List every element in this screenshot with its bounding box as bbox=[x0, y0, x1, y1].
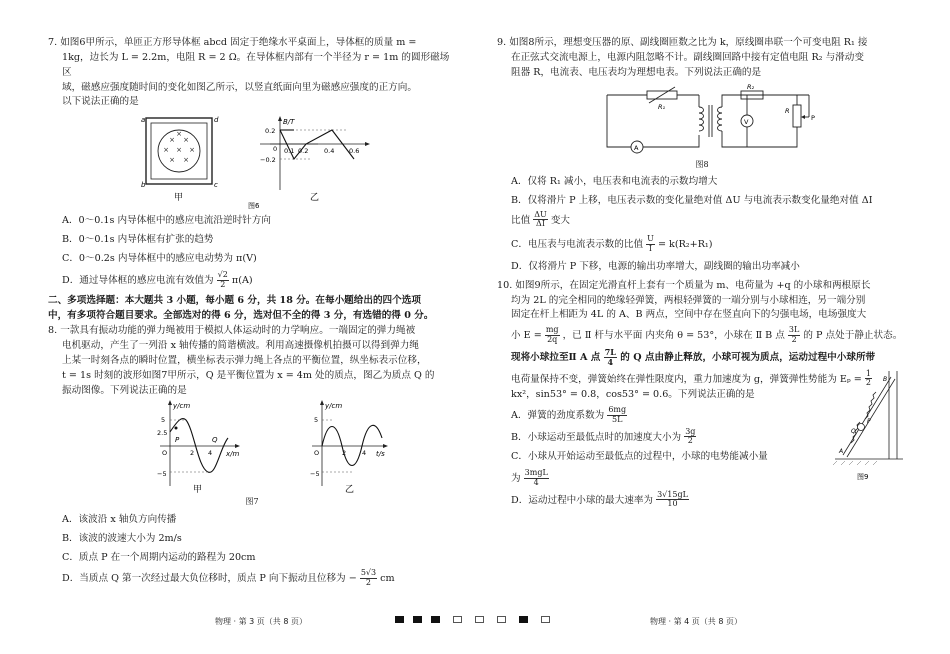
q9-stem-line: 9. 如图8所示，理想变压器的原、副线圈匝数之比为 k，原线圈串联一个可变电阻 R₁ 接 bbox=[497, 37, 868, 48]
vib-tick: −5 bbox=[310, 470, 320, 479]
fig9-label-q: Q bbox=[851, 427, 856, 435]
wave-tick: O bbox=[162, 449, 168, 458]
fraction: $\frac{5√3}{2}$ bbox=[360, 568, 377, 588]
incline-rod-diagram bbox=[831, 367, 907, 487]
label-v: V bbox=[744, 117, 749, 126]
q7-option-d: D．通过导体框的感应电流有效值为 $\frac{√2}{2}$ π(A) bbox=[62, 269, 253, 289]
figure-6 bbox=[48, 114, 456, 210]
fig7-label-a: 甲 bbox=[193, 485, 203, 496]
q9-stem-line: 阻器 R，电流表、电压表均为理想电表。下列说法正确的是 bbox=[511, 66, 762, 78]
q9-option-c: C．电压表与电流表示数的比值 $\frac{U}{I}$ = k(R₂+R₁) bbox=[511, 234, 713, 254]
q7-option-c: C．0～0.2s 内导体框中的感应电动势为 π(V) bbox=[62, 253, 257, 265]
q8-stem-line: 振动图像。下列说法正确的是 bbox=[62, 384, 187, 396]
q10-option-d: D．运动过程中小球的最大速率为 $\frac{3√15gL}{10}$ bbox=[511, 489, 688, 509]
figure-6-drawing bbox=[48, 114, 456, 210]
wave-point-p: P bbox=[175, 436, 180, 445]
fraction: $\frac{7L}{4}$ bbox=[604, 346, 616, 367]
q8-stem-line: 8. 一款具有振动功能的弹力绳被用于模拟人体运动时的力学响应。一端固定的弹力绳被 bbox=[48, 325, 416, 337]
q8-option-d: D．当质点 Q 第一次经过最大负位移时，质点 P 向下振动且位移为 − $\frac{5√3}{2}$ cm bbox=[62, 568, 395, 588]
q10-stem-line: 10. 如图9所示，在固定光滑直杆上套有一个质量为 m、电荷量为 +q 的小球和两根原长 bbox=[497, 279, 871, 291]
alignment-mark bbox=[395, 616, 404, 623]
svg-text:×: × bbox=[189, 146, 195, 155]
figure-8 bbox=[497, 83, 907, 159]
figure-7-drawing bbox=[48, 398, 456, 496]
fraction: $\frac{6mg}{5L}$ bbox=[608, 404, 627, 424]
q10-stem-line: 现将小球拉至Ⅱ A 点 $\frac{7L}{4}$ 的 Q 点由静止释放，小球可视为质点，运动过程中小球所带 bbox=[511, 346, 876, 367]
bt-tick: 0 bbox=[273, 145, 278, 154]
bt-tick: 0.4 bbox=[324, 147, 335, 156]
fig7-caption: 图7 bbox=[245, 497, 259, 507]
bt-tick: −0.2 bbox=[260, 156, 276, 165]
svg-text:×: × bbox=[183, 156, 189, 165]
q8-option-a: A．该波沿 x 轴负方向传播 bbox=[62, 513, 177, 525]
q8-stem-line: 上某一时刻各点的瞬时位置，横坐标表示弹力绳上各点的平衡位置，纵坐标表示位移， bbox=[62, 354, 427, 366]
q8-stem-line: t = 1s 时刻的波形如图7甲所示，Q 是平衡位置为 x = 4m 处的质点，图乙为质点 Q 的 bbox=[62, 369, 435, 381]
figure-9 bbox=[831, 367, 907, 487]
fig9-label-a: A bbox=[839, 447, 844, 455]
vib-tick: 5 bbox=[314, 416, 319, 425]
fig6-caption: 图6 bbox=[248, 202, 260, 211]
vibration-graph bbox=[310, 400, 388, 495]
vib-tick: 2 bbox=[342, 449, 347, 458]
q8-option-c: C．质点 P 在一个周期内运动的路程为 20cm bbox=[62, 551, 256, 563]
fig6-label-a: 甲 bbox=[174, 193, 184, 204]
alignment-marks bbox=[395, 614, 560, 626]
figure-7 bbox=[48, 398, 456, 496]
q7-stem-line: 1kg，边长为 L = 2.2m，电阻 R = 2 Ω。在导体框内部有一个半径为 r = 1m 的圆形磁场区 bbox=[62, 51, 450, 78]
fraction: $\frac{U}{I}$ bbox=[647, 234, 654, 254]
wave-ylabel: y/cm bbox=[173, 402, 191, 411]
corner-label: a bbox=[141, 116, 146, 125]
frame-diagram bbox=[141, 116, 219, 203]
fraction: $\frac{mg}{2q}$ bbox=[545, 325, 559, 345]
fig8-caption: 图8 bbox=[695, 159, 709, 169]
fig9-label-p: P bbox=[867, 417, 871, 425]
fraction: $\frac{3√15gL}{10}$ bbox=[657, 489, 688, 509]
fraction: $\frac{1}{2}$ bbox=[865, 368, 871, 388]
q10-option-a: A．弹簧的劲度系数为 $\frac{6mg}{5L}$ bbox=[511, 404, 627, 424]
q10-stem-line: 固定在杆上相距为 4L 的 A、B 两点，空间中存在竖直向下的匀强电场，电场强度大 bbox=[511, 309, 867, 321]
question-10 bbox=[497, 279, 907, 509]
bt-axis-y: B/T bbox=[283, 118, 295, 127]
bt-tick: 0.2 bbox=[298, 147, 309, 156]
q7-stem-line: 7. 如图6甲所示，单匝正方形导体框 abcd 固定于绝缘水平桌面上，导体框的质量 m = bbox=[48, 37, 417, 48]
circuit-diagram bbox=[497, 83, 907, 159]
q8-option-b: B．该波的波速大小为 2m/s bbox=[62, 532, 182, 544]
q10-stem-line: 电荷量保持不变，弹簧始终在弹性限度内，重力加速度为 g，弹簧弹性势能为 Eₚ = $\frac{1}{2}$ bbox=[511, 368, 871, 388]
section-heading bbox=[48, 294, 456, 324]
alignment-mark bbox=[453, 616, 462, 623]
vib-ylabel: y/cm bbox=[325, 402, 343, 411]
q10-option-b: B．小球运动至最低点时的加速度大小为 $\frac{3g}{2}$ bbox=[511, 426, 696, 446]
q7-option-a: A．0～0.1s 内导体框中的感应电流沿逆时针方向 bbox=[62, 215, 271, 227]
q10-stem-line: 均为 2L 的完全相同的绝缘轻弹簧，两根轻弹簧的一端分别与小球相连，另一端分别 bbox=[511, 294, 866, 306]
alignment-mark bbox=[497, 616, 506, 623]
fig9-label-b: B bbox=[883, 375, 888, 383]
svg-text:×: × bbox=[163, 146, 169, 155]
svg-text:×: × bbox=[176, 146, 182, 155]
label-r2: R₂ bbox=[747, 82, 755, 91]
wave-tick: 5 bbox=[161, 416, 166, 425]
q9-option-b-cont: 比值 $\frac{\Delta U}{\Delta I}$ 变大 bbox=[511, 209, 571, 229]
q7-option-d-text: D．通过导体框的感应电流有效值为 bbox=[62, 274, 214, 286]
q7-stem-line: 域，磁感应强度随时间的变化如图乙所示，以竖直纸面向里为磁感应强度的正方向。 bbox=[62, 81, 417, 93]
q9-option-a: A．仅将 R₁ 减小，电压表和电流表的示数均增大 bbox=[511, 175, 718, 187]
alignment-mark bbox=[413, 616, 422, 623]
label-r: R bbox=[785, 106, 790, 115]
wave-tick: −5 bbox=[157, 470, 167, 479]
corner-label: c bbox=[214, 181, 218, 190]
wave-point-q: Q bbox=[212, 436, 218, 445]
q9-option-b: B．仅将滑片 P 上移，电压表示数的变化量绝对值 ΔU 与电流表示数变化量绝对值 ΔI bbox=[511, 194, 873, 206]
fraction: $\frac{\text{3mgL}}{4}$ bbox=[524, 468, 548, 487]
label-a: A bbox=[634, 143, 639, 152]
alignment-mark bbox=[519, 616, 528, 623]
bt-tick: 0.2 bbox=[265, 127, 276, 136]
page-footer-left: 物理 · 第 3 页（共 8 页） bbox=[215, 617, 307, 626]
alignment-mark bbox=[431, 616, 440, 623]
q9-stem-line: 在正弦式交流电源上，电源内阻忽略不计。副线圈回路中接有定值电阻 R₂ 与滑动变 bbox=[511, 51, 864, 63]
fraction: $\frac{\Delta U}{\Delta I}$ bbox=[534, 209, 547, 229]
wave-tick: 2 bbox=[190, 449, 195, 458]
fig9-caption: 图9 bbox=[857, 472, 869, 481]
wave-graph bbox=[157, 400, 240, 495]
fraction: $\frac{3g}{2}$ bbox=[685, 426, 696, 446]
q10-stem-line: kx²，sin53° = 0.8，cos53° = 0.6。下列说法正确的是 bbox=[511, 389, 755, 401]
corner-label: b bbox=[141, 181, 146, 190]
q9-option-d: D．仅将滑片 P 下移，电源的输出功率增大，副线圈的输出功率减小 bbox=[511, 260, 800, 272]
section-line: 二、多项选择题：本大题共 3 小题，每小题 6 分，共 18 分。在每小题给出的四个选项 bbox=[48, 295, 421, 307]
right-column bbox=[497, 36, 907, 509]
fraction: $\frac{√2}{2}$ bbox=[217, 269, 228, 289]
alignment-mark bbox=[541, 616, 550, 623]
page-footer-right: 物理 · 第 4 页（共 8 页） bbox=[650, 617, 742, 626]
svg-text:×: × bbox=[169, 136, 175, 145]
vib-xlabel: t/s bbox=[376, 450, 385, 459]
left-column bbox=[48, 36, 456, 588]
label-p: P bbox=[811, 113, 815, 122]
fig6-label-b: 乙 bbox=[310, 193, 320, 204]
svg-text:×: × bbox=[183, 136, 189, 145]
vib-tick: 4 bbox=[362, 449, 367, 458]
wave-xlabel: x/m bbox=[226, 450, 240, 459]
fraction: $\frac{3L}{2}$ bbox=[788, 325, 800, 345]
q10-option-c-cont: 为 $\frac{\text{3mgL}}{4}$ bbox=[511, 468, 548, 487]
bt-tick: 0.6 bbox=[349, 147, 360, 156]
q7-option-b: B．0～0.1s 内导体框有扩张的趋势 bbox=[62, 234, 214, 246]
bt-graph bbox=[260, 116, 370, 203]
fig7-label-b: 乙 bbox=[345, 485, 355, 496]
svg-text:×: × bbox=[176, 130, 182, 139]
question-8 bbox=[48, 324, 456, 588]
wave-tick: 2.5 bbox=[157, 429, 168, 438]
bt-tick: 0.1 bbox=[284, 147, 295, 156]
q10-stem-line: 小 E = $\frac{mg}{2q}$ ，已 Ⅱ 杆与水平面 内夹角 θ = 53°，小球在 Ⅱ B 点 $\frac{3L}{2}$ 的 P 点处于静止状态。 bbox=[511, 325, 903, 345]
svg-text:×: × bbox=[169, 156, 175, 165]
alignment-mark bbox=[475, 616, 484, 623]
corner-label: d bbox=[214, 116, 219, 125]
q7-stem-line: 以下说法正确的是 bbox=[62, 96, 139, 108]
wave-tick: 4 bbox=[208, 449, 213, 458]
section-line: 中，有多项符合题目要求。全部选对的得 6 分，选对但不全的得 3 分，有选错的得 0 分。 bbox=[48, 310, 434, 322]
vib-tick: O bbox=[314, 449, 320, 458]
question-9 bbox=[497, 36, 907, 275]
q8-stem-line: 电机驱动，产生了一列沿 x 轴传播的简谐横波。利用高速摄像机拍摄可以得到弹力绳 bbox=[62, 340, 419, 352]
label-r1: R₁ bbox=[658, 102, 666, 111]
question-7 bbox=[48, 36, 456, 289]
q10-option-c: C．小球从开始运动至最低点的过程中，小球的电势能减小量 bbox=[511, 451, 768, 463]
